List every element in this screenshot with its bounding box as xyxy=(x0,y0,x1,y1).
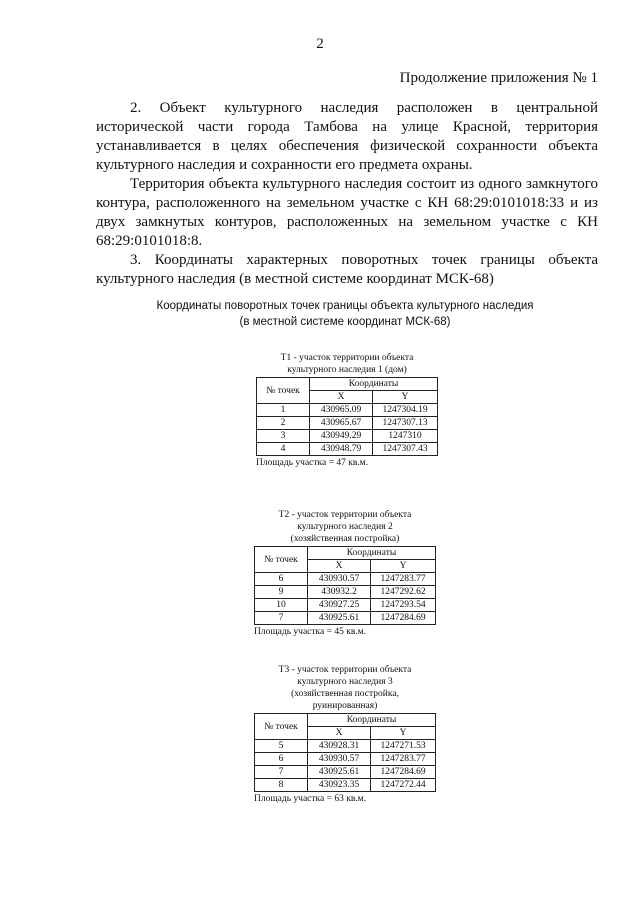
table-header-row xyxy=(257,378,438,391)
header-points: № точек xyxy=(255,547,308,573)
table-caption-line: культурного наследия 3 xyxy=(297,677,393,687)
paragraph-object-location: 2. Объект культурного наследия расположен в центральной исторической части города Тамбова на улице Красной, территория устанавливается в целях обеспечения физической сохранности объекта культурного наследия и сохранности его предмета охраны. xyxy=(96,100,598,173)
header-points: № точек xyxy=(255,714,308,740)
cell-x: 430923.35 xyxy=(308,779,371,792)
table-row xyxy=(255,779,436,792)
paragraph-coordinates-intro: 3. Координаты характерных поворотных точек границы объекта культурного наследия (в местной системе координат МСК-68) xyxy=(96,252,598,287)
header-y: Y xyxy=(371,727,436,740)
table-caption-line: (хозяйственная постройка, xyxy=(291,689,399,699)
table-header-row xyxy=(255,547,436,560)
cell-x: 430932.2 xyxy=(308,586,371,599)
table-row xyxy=(255,740,436,753)
header-y: Y xyxy=(373,391,438,404)
cell-y: 1247310 xyxy=(373,430,438,443)
cell-x: 430948.79 xyxy=(310,443,373,456)
table-block-t1 xyxy=(256,352,438,469)
cell-point: 5 xyxy=(255,740,308,753)
cell-y: 1247283.77 xyxy=(371,573,436,586)
table-row xyxy=(257,443,438,456)
cell-point: 8 xyxy=(255,779,308,792)
table-row xyxy=(255,586,436,599)
table-header-row xyxy=(255,714,436,727)
header-coordinates: Координаты xyxy=(308,714,436,727)
coords-title-line1: Координаты поворотных точек границы объекта культурного наследия xyxy=(156,300,534,312)
cell-point: 7 xyxy=(255,766,308,779)
table-row xyxy=(257,404,438,417)
cell-y: 1247283.77 xyxy=(371,753,436,766)
table-caption-line: Т2 - участок территории объекта xyxy=(278,510,412,520)
table-caption xyxy=(254,509,436,545)
table-caption xyxy=(254,664,436,712)
table-caption-line: Т1 - участок территории объекта xyxy=(280,353,414,363)
cell-point: 6 xyxy=(255,573,308,586)
header-y: Y xyxy=(371,560,436,573)
cell-point: 1 xyxy=(257,404,310,417)
header-x: X xyxy=(308,727,371,740)
area-note: Площадь участка = 45 кв.м. xyxy=(254,627,367,637)
cell-point: 7 xyxy=(255,612,308,625)
body-text xyxy=(96,99,598,289)
cell-y: 1247272.44 xyxy=(371,779,436,792)
cell-point: 4 xyxy=(257,443,310,456)
table-row xyxy=(257,417,438,430)
cell-x: 430925.61 xyxy=(308,612,371,625)
table-caption xyxy=(256,352,438,376)
table-row xyxy=(255,599,436,612)
cell-point: 3 xyxy=(257,430,310,443)
coordinates-table xyxy=(256,377,438,456)
area-note: Площадь участка = 63 кв.м. xyxy=(254,794,367,804)
coordinates-table xyxy=(254,713,436,792)
cell-point: 6 xyxy=(255,753,308,766)
table-caption-line: (хозяйственная постройка) xyxy=(290,534,400,544)
table-row xyxy=(255,766,436,779)
table-caption-line: руинированная) xyxy=(312,701,378,711)
appendix-continuation: Продолжение приложения № 1 xyxy=(399,70,598,86)
cell-y: 1247284.69 xyxy=(371,766,436,779)
cell-y: 1247284.69 xyxy=(371,612,436,625)
cell-x: 430965.09 xyxy=(310,404,373,417)
coordinates-table xyxy=(254,546,436,625)
header-coordinates: Координаты xyxy=(310,378,438,391)
header-x: X xyxy=(310,391,373,404)
page-number: 2 xyxy=(316,36,324,52)
paragraph-territory-contours: Территория объекта культурного наследия состоит из одного замкнутого контура, расположенного на земельном участке с КН 68:29:0101018:33 и из двух замкнутых контуров, расположенных на земельном участке с КН 68:29:0101018:8. xyxy=(96,176,598,249)
cell-x: 430930.57 xyxy=(308,573,371,586)
cell-x: 430949.29 xyxy=(310,430,373,443)
header-coordinates: Координаты xyxy=(308,547,436,560)
table-caption-line: культурного наследия 1 (дом) xyxy=(287,365,407,375)
cell-point: 2 xyxy=(257,417,310,430)
cell-x: 430927.25 xyxy=(308,599,371,612)
header-points: № точек xyxy=(257,378,310,404)
area-note: Площадь участка = 47 кв.м. xyxy=(256,458,369,468)
cell-y: 1247307.13 xyxy=(373,417,438,430)
table-caption-line: культурного наследия 2 xyxy=(297,522,393,532)
table-block-t3 xyxy=(254,664,436,805)
header-x: X xyxy=(308,560,371,573)
cell-x: 430965.67 xyxy=(310,417,373,430)
coords-title-line2: (в местной системе координат МСК-68) xyxy=(239,316,451,328)
table-row xyxy=(255,573,436,586)
cell-y: 1247271.53 xyxy=(371,740,436,753)
cell-y: 1247307.43 xyxy=(373,443,438,456)
coords-title xyxy=(0,298,640,330)
cell-x: 430925.61 xyxy=(308,766,371,779)
cell-x: 430930.57 xyxy=(308,753,371,766)
table-caption-line: Т3 - участок территории объекта xyxy=(278,665,412,675)
cell-x: 430928.31 xyxy=(308,740,371,753)
table-block-t2 xyxy=(254,509,436,638)
table-row xyxy=(255,612,436,625)
cell-point: 10 xyxy=(255,599,308,612)
cell-y: 1247293.54 xyxy=(371,599,436,612)
table-row xyxy=(255,753,436,766)
cell-y: 1247292.62 xyxy=(371,586,436,599)
cell-y: 1247304.19 xyxy=(373,404,438,417)
table-row xyxy=(257,430,438,443)
cell-point: 9 xyxy=(255,586,308,599)
